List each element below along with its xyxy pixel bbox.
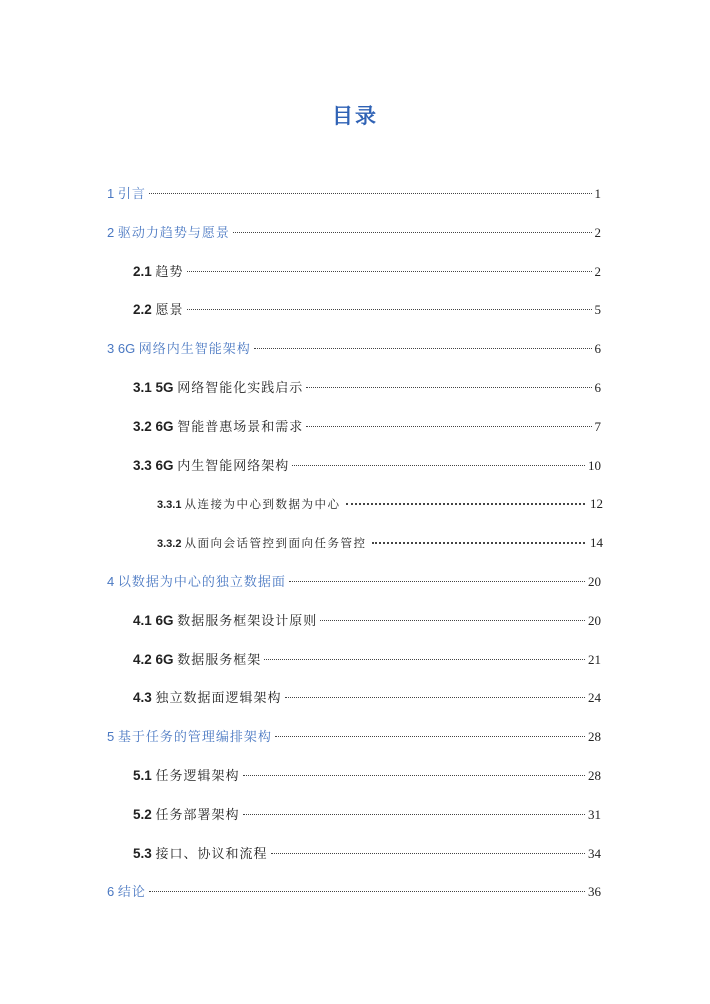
toc-entry-number: 4.1 6G — [133, 612, 178, 628]
toc-entry[interactable] — [107, 339, 601, 359]
toc-page-number: 7 — [594, 418, 601, 434]
toc-page-number: 24 — [588, 690, 601, 706]
toc-entry-number: 2.1 — [133, 263, 156, 279]
toc-entry-title: 独立数据面逻辑架构 — [155, 691, 282, 707]
toc-entry[interactable] — [133, 456, 601, 476]
toc-entry[interactable] — [107, 882, 601, 902]
toc-entry[interactable] — [133, 378, 601, 398]
toc-dot-leader — [254, 348, 592, 349]
toc-entry[interactable] — [133, 844, 601, 864]
toc-page-number: 28 — [588, 729, 601, 745]
toc-entry-number: 3.3 6G — [133, 457, 178, 473]
toc-entry-title: 引言 — [117, 187, 146, 202]
toc-dot-leader — [243, 775, 585, 776]
toc-dot-leader — [264, 659, 585, 660]
toc-entry[interactable] — [133, 650, 601, 670]
toc-page-number: 6 — [594, 380, 601, 395]
toc-entry[interactable] — [133, 300, 601, 320]
toc-entry-title: 智能普惠场景和需求 — [177, 419, 304, 435]
toc-dot-leader — [306, 426, 591, 427]
toc-page-number: 12 — [590, 496, 603, 512]
toc-entry[interactable] — [157, 494, 603, 514]
toc-dot-leader — [320, 620, 585, 621]
toc-dot-leader — [187, 309, 592, 310]
toc-dot-leader — [149, 193, 592, 194]
toc-title: 目录 — [332, 104, 378, 128]
toc-entry-number: 3.2 6G — [133, 418, 178, 434]
toc-entry-number: 2.2 — [133, 302, 156, 318]
toc-page-number: 5 — [594, 302, 601, 318]
toc-entry[interactable] — [133, 688, 601, 708]
toc-entry-title: 数据服务框架 — [177, 652, 262, 668]
toc-entry-title: 愿景 — [155, 303, 184, 319]
toc-entry-title: 以数据为中心的独立数据面 — [117, 575, 286, 590]
toc-entry-number: 6 — [107, 884, 118, 900]
toc-entry-number: 4 — [107, 574, 118, 589]
toc-entry[interactable] — [133, 611, 601, 631]
toc-dot-leader — [289, 581, 585, 582]
toc-page-number: 14 — [590, 535, 603, 551]
toc-dot-leader — [346, 503, 585, 505]
toc-entry-number: 5.2 — [133, 806, 156, 822]
toc-entry[interactable] — [107, 572, 601, 592]
toc-entry[interactable] — [133, 766, 601, 786]
toc-page-number: 36 — [588, 884, 601, 900]
toc-page-number: 20 — [588, 612, 601, 628]
toc-page-number: 20 — [588, 574, 601, 589]
toc-entry-title: 从面向会话管控到面向任务管控 — [184, 536, 367, 551]
toc-entry-title: 驱动力趋势与愿景 — [117, 225, 230, 241]
toc-page-number: 1 — [594, 186, 601, 201]
toc-entry[interactable] — [133, 262, 601, 282]
toc-dot-leader — [275, 736, 585, 737]
toc-page-number: 6 — [594, 341, 601, 357]
toc-entry-title: 任务逻辑架构 — [155, 769, 240, 784]
toc-entry-number: 3.3.2 — [157, 538, 185, 551]
toc-dot-leader — [187, 271, 592, 272]
toc-entry[interactable] — [107, 727, 601, 747]
toc-dot-leader — [243, 814, 585, 815]
toc-dot-leader — [372, 542, 585, 544]
toc-entry-title: 数据服务框架设计原则 — [177, 613, 318, 629]
toc-entry-number: 5.3 — [133, 845, 156, 861]
toc-page-number: 34 — [588, 845, 601, 861]
toc-entry[interactable] — [133, 417, 601, 437]
toc-entry-title: 接口、协议和流程 — [155, 846, 268, 862]
toc-entry-number: 5.1 — [133, 768, 156, 783]
toc-page-number: 10 — [588, 457, 601, 473]
toc-page-number: 2 — [594, 224, 601, 240]
toc-entry-title: 基于任务的管理编排架构 — [117, 730, 272, 746]
toc-entry[interactable] — [107, 223, 601, 243]
toc-entry-number: 3.3.1 — [157, 499, 185, 512]
toc-entry-title: 网络智能化实践启示 — [177, 381, 304, 396]
toc-dot-leader — [271, 853, 585, 854]
toc-entry-number: 3.1 5G — [133, 380, 178, 395]
toc-page-number: 28 — [588, 768, 601, 783]
toc-dot-leader — [233, 232, 592, 233]
toc-entry-title: 网络内生智能架构 — [138, 342, 251, 358]
toc-entry-number: 5 — [107, 729, 118, 745]
toc-entry-title: 趋势 — [155, 264, 184, 280]
toc-dot-leader — [292, 465, 585, 466]
toc-entry-title: 内生智能网络架构 — [177, 458, 290, 474]
toc-dot-leader — [306, 387, 591, 388]
toc-entry[interactable] — [157, 533, 603, 553]
toc-page-number: 2 — [594, 263, 601, 279]
toc-entry-number: 1 — [107, 186, 118, 201]
toc-page-number: 31 — [588, 806, 601, 822]
toc-entry[interactable] — [133, 805, 601, 825]
toc-dot-leader — [285, 697, 585, 698]
toc-entry-title: 从连接为中心到数据为中心 — [184, 497, 341, 512]
toc-entry-number: 4.2 6G — [133, 651, 178, 667]
toc-dot-leader — [149, 891, 585, 892]
toc-entry-number: 2 — [107, 224, 118, 240]
toc-entry-title: 结论 — [117, 885, 146, 901]
toc-entry[interactable] — [107, 184, 601, 204]
toc-entry-title: 任务部署架构 — [155, 807, 240, 823]
toc-entry-number: 3 6G — [107, 341, 139, 357]
toc-page-number: 21 — [588, 651, 601, 667]
toc-entry-number: 4.3 — [133, 690, 156, 706]
